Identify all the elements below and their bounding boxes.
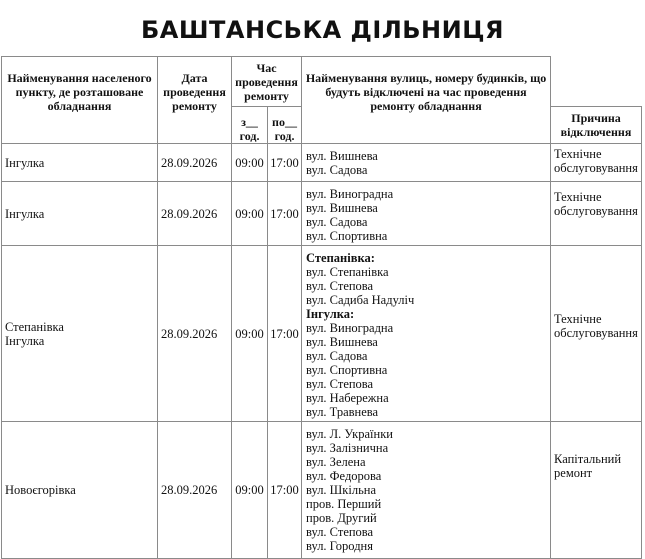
table-row xyxy=(2,144,642,182)
street-item: вул. Городня xyxy=(306,539,373,553)
table-row xyxy=(2,246,642,422)
street-item: вул. Степова xyxy=(306,279,374,293)
cell-reason xyxy=(551,182,642,246)
place-name: Інгулка xyxy=(5,155,45,170)
cell-time-from: 09:00 xyxy=(232,182,268,246)
reason-text: Технічне xyxy=(554,147,602,161)
street-item: вул. Шкільна xyxy=(306,483,377,497)
outage-schedule-table xyxy=(1,56,642,559)
cell-place xyxy=(2,246,158,422)
street-item: вул. Травнева xyxy=(306,405,379,419)
place-name: Степанівка xyxy=(5,319,64,334)
cell-streets xyxy=(302,246,551,422)
street-item: вул. Вишнева xyxy=(306,335,378,349)
header-place: Найменування населеного пункту, де розташоване обладнання xyxy=(2,57,158,144)
cell-date: 28.09.2026 xyxy=(158,422,232,559)
street-item: вул. Садова xyxy=(306,215,368,229)
street-item: вул. Набережна xyxy=(306,391,389,405)
settlement-group-label: Степанівка: xyxy=(306,251,375,265)
reason-text: ремонт xyxy=(554,466,593,480)
header-from: з__ год. xyxy=(232,107,268,144)
header-reason: Причина відключення xyxy=(551,107,642,144)
reason-text: Технічне xyxy=(554,312,602,326)
cell-reason xyxy=(551,246,642,422)
place-name: Новоєгорівка xyxy=(5,483,76,497)
cell-date: 28.09.2026 xyxy=(158,182,232,246)
reason-text: Капітальний xyxy=(554,452,622,466)
street-item: вул. Зелена xyxy=(306,455,366,469)
cell-streets xyxy=(302,182,551,246)
header-date: Дата проведення ремонту xyxy=(158,57,232,144)
page-title: БАШТАНСЬКА ДІЛЬНИЦЯ xyxy=(141,16,504,44)
header-blank xyxy=(551,57,642,107)
cell-streets xyxy=(302,144,551,182)
cell-reason xyxy=(551,144,642,182)
street-item: вул. Степова xyxy=(306,525,374,539)
cell-reason xyxy=(551,422,642,559)
street-item: вул. Степова xyxy=(306,377,374,391)
street-item: вул. Вишнева xyxy=(306,201,378,215)
cell-time-to: 17:00 xyxy=(268,144,302,182)
reason-text: обслуговування xyxy=(554,204,638,218)
street-item: вул. Садиба Надуліч xyxy=(306,293,415,307)
cell-time-to: 17:00 xyxy=(268,422,302,559)
cell-date: 28.09.2026 xyxy=(158,144,232,182)
cell-place xyxy=(2,182,158,246)
cell-streets xyxy=(302,422,551,559)
cell-time-from: 09:00 xyxy=(232,422,268,559)
street-item: вул. Федорова xyxy=(306,469,382,483)
place-name: Інгулка xyxy=(5,206,45,221)
cell-place xyxy=(2,422,158,559)
street-item: вул. Виноградна xyxy=(306,187,394,201)
settlement-group-label: Інгулка: xyxy=(306,307,355,321)
street-item: вул. Залізнична xyxy=(306,441,389,455)
cell-time-to: 17:00 xyxy=(268,182,302,246)
place-name: Інгулка xyxy=(5,333,45,348)
street-item: вул. Спортивна xyxy=(306,229,388,243)
street-item: вул. Садова xyxy=(306,163,368,177)
street-item: вул. Вишнева xyxy=(306,149,378,163)
header-time: Час проведення ремонту xyxy=(232,57,302,107)
cell-time-from: 09:00 xyxy=(232,246,268,422)
street-item: пров. Перший xyxy=(306,497,382,511)
street-item: вул. Спортивна xyxy=(306,363,388,377)
cell-time-to: 17:00 xyxy=(268,246,302,422)
reason-text: обслуговування xyxy=(554,326,638,340)
street-item: вул. Садова xyxy=(306,349,368,363)
street-item: вул. Л. Українки xyxy=(306,427,393,441)
table-row xyxy=(2,422,642,559)
cell-place xyxy=(2,144,158,182)
header-to: по__ год. xyxy=(268,107,302,144)
street-item: вул. Виноградна xyxy=(306,321,394,335)
reason-text: обслуговування xyxy=(554,161,638,175)
table-row xyxy=(2,182,642,246)
cell-date: 28.09.2026 xyxy=(158,246,232,422)
street-item: пров. Другий xyxy=(306,511,377,525)
header-streets: Найменування вулиць, номеру будинків, що будуть відключені на час проведення ремонту обладнання xyxy=(302,57,551,144)
reason-text: Технічне xyxy=(554,190,602,204)
street-item: вул. Степанівка xyxy=(306,265,389,279)
cell-time-from: 09:00 xyxy=(232,144,268,182)
